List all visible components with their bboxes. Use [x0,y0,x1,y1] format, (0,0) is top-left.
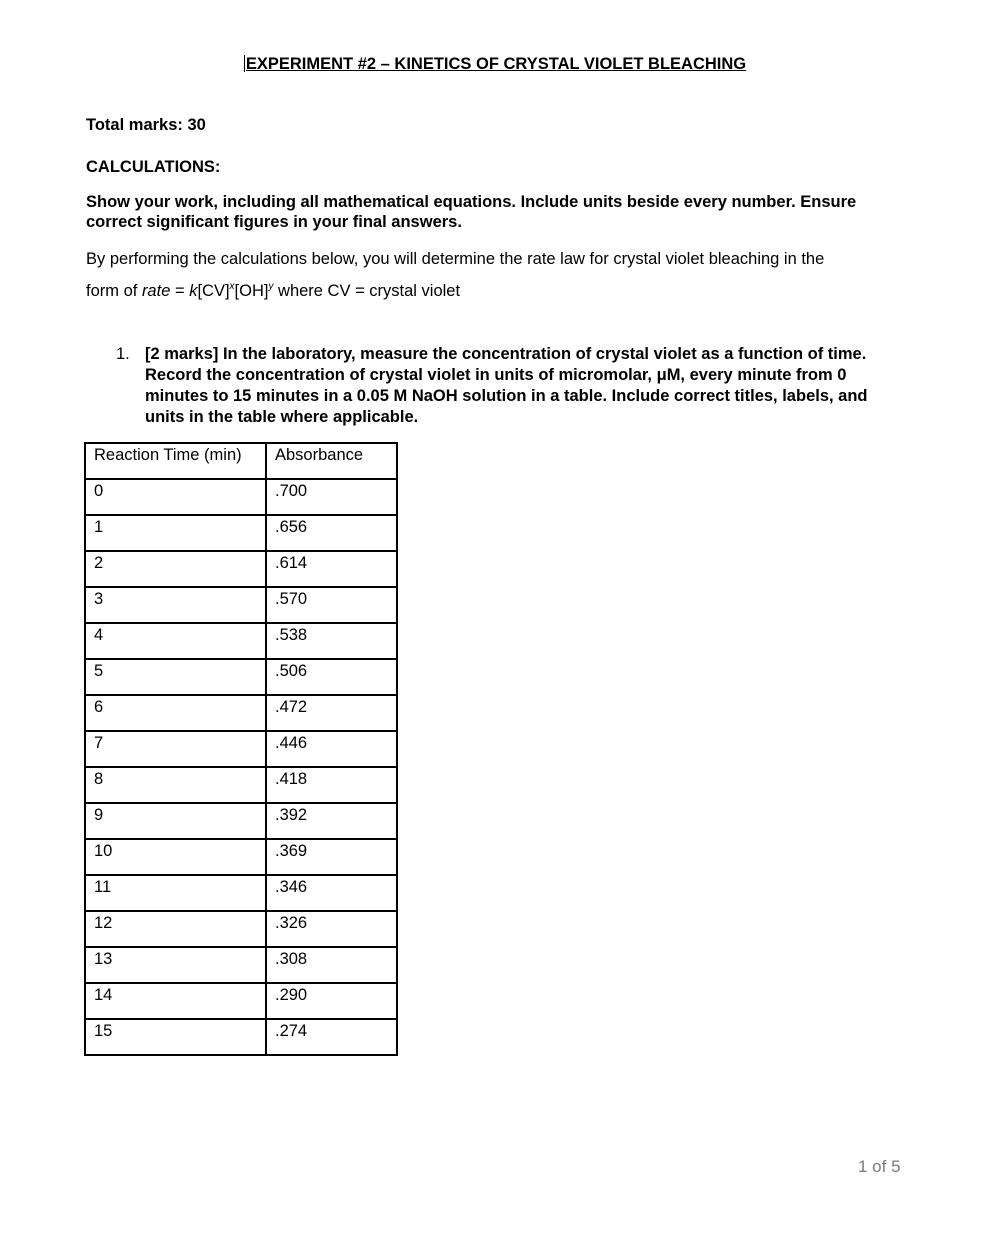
table-row [85,551,397,587]
time-cell: 1 [85,515,266,551]
absorbance-cell: .369 [266,839,397,875]
time-cell: 0 [85,479,266,515]
time-cell: 13 [85,947,266,983]
total-marks: Total marks: 30 [86,116,206,134]
time-cell: 6 [85,695,266,731]
time-cell: 7 [85,731,266,767]
table-row [85,515,397,551]
absorbance-cell: .472 [266,695,397,731]
table-row [85,911,397,947]
time-cell: 14 [85,983,266,1019]
table-row [85,479,397,515]
time-cell: 12 [85,911,266,947]
rate-word: rate [141,282,171,300]
table-row [85,1019,397,1055]
absorbance-table [84,442,398,1056]
time-cell: 2 [85,551,266,587]
absorbance-cell: .446 [266,731,397,767]
absorbance-cell: .392 [266,803,397,839]
time-cell: 11 [85,875,266,911]
time-cell: 8 [85,767,266,803]
absorbance-cell: .614 [266,551,397,587]
equals-sign: = [170,282,190,300]
table-header-row [85,443,397,479]
table-row [85,731,397,767]
table-row [85,659,397,695]
document-title: EXPERIMENT #2 – KINETICS OF CRYSTAL VIOLET BLEACHING [245,55,747,73]
absorbance-cell: .700 [266,479,397,515]
intro-suffix: where CV = crystal violet [273,282,461,300]
x-exponent: x [229,281,235,292]
page-indicator: 1 of 5 [858,1157,901,1176]
table-row [85,623,397,659]
table-row [85,983,397,1019]
question-number: 1. [116,345,130,363]
intro-paragraph [86,245,906,305]
calculations-heading: CALCULATIONS: [86,158,221,176]
absorbance-cell: .346 [266,875,397,911]
absorbance-cell: .274 [266,1019,397,1055]
absorbance-cell: .570 [266,587,397,623]
table-row [85,695,397,731]
intro-form-prefix: form of [86,282,142,300]
question-text: [2 marks] In the laboratory, measure the concentration of crystal violet as a function of time. Record the concentration of crystal violet in units of micromolar, μM, every minute from 0 minutes to 15 minutes in a 0.05 M NaOH solution in a table. Include correct titles, labels, and units in the table where applicable. [145,345,868,426]
header-reaction-time: Reaction Time (min) [85,443,266,479]
question-1 [116,344,886,428]
time-cell: 4 [85,623,266,659]
time-cell: 3 [85,587,266,623]
absorbance-cell: .418 [266,767,397,803]
cv-term: [CV] [197,282,230,300]
oh-term: [OH] [234,282,269,300]
absorbance-cell: .656 [266,515,397,551]
absorbance-cell: .290 [266,983,397,1019]
text-cursor [244,55,245,72]
y-exponent: y [268,281,274,292]
absorbance-cell: .326 [266,911,397,947]
time-cell: 5 [85,659,266,695]
table-row [85,839,397,875]
table-row [85,803,397,839]
rate-constant: k [189,282,198,300]
absorbance-cell: .538 [266,623,397,659]
table-row [85,947,397,983]
time-cell: 15 [85,1019,266,1055]
header-absorbance: Absorbance [266,443,397,479]
absorbance-cell: .308 [266,947,397,983]
time-cell: 9 [85,803,266,839]
table-row [85,875,397,911]
table-row [85,587,397,623]
instructions: Show your work, including all mathematical equations. Include units beside every number. Ensure correct significant figures in your final answers. [86,193,857,231]
absorbance-cell: .506 [266,659,397,695]
intro-line-1: By performing the calculations below, you will determine the rate law for crystal violet bleaching in the [86,250,825,268]
table-row [85,767,397,803]
time-cell: 10 [85,839,266,875]
